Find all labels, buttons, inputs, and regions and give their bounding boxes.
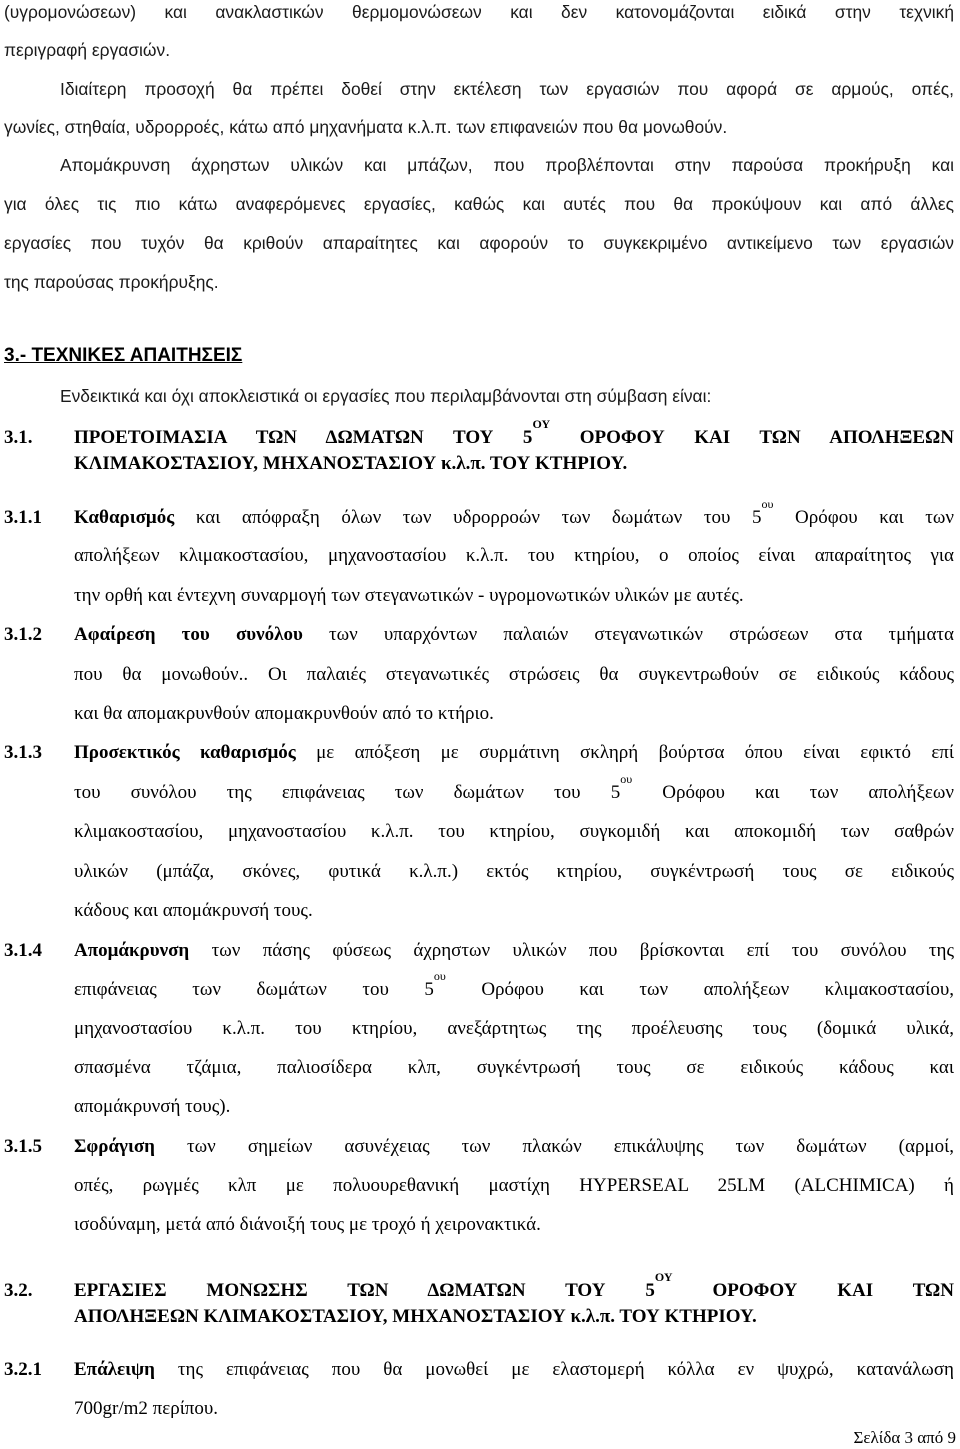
item-3-1-2-line-1: Αφαίρεση του συνόλου των υπαρχόντων παλαιών στεγανωτικών στρώσεων στα τμήματα [74,624,954,645]
intro-line-1: (υγρομονώσεων) και ανακλαστικών θερμομονώσεων και δεν κατονομάζονται ειδικά στην τεχνική [4,2,954,22]
item-3-1-1-line-2: απολήξεων κλιμακοστασίου, μηχανοστασίου κ.λ.π. του κτηρίου, ο οποίος είναι απαραίτητος για [74,545,954,566]
section-3-1-title-line-1: ΠΡΟΕΤΟΙΜΑΣΙΑ ΤΩΝ ΔΩΜΑΤΩΝ ΤΟΥ $5^{O\Upsilon}$ ΟΡΟΦΟΥ ΚΑΙ ΤΩΝ ΑΠΟΛΗΞΕΩΝ [74,417,954,448]
intro-line-8: της παρούσας προκήρυξης. [4,272,219,292]
intro-line-7: εργασίες που τυχόν θα κριθούν απαραίτητες και αφορούν το συγκεκριμένο αντικείμενο των εργασιών [4,233,954,253]
item-3-1-4-line-3: μηχανοστασίου κ.λ.π. του κτηρίου, ανεξάρτητως της προέλευσης τους (δομικά υλικά, [74,1018,954,1039]
section-3-subtitle: Ενδεικτικά και όχι αποκλειστικά οι εργασίες που περιλαμβάνονται στη σύμβαση είναι: [60,386,712,406]
item-3-1-4-line-1: Απομάκρυνση των πάσης φύσεως άχρηστων υλικών που βρίσκονται επί του συνόλου της [74,940,954,961]
item-3-1-1-line-1: Καθαρισμός και απόφραξη όλων των υδρορροών των δωμάτων του $5^{o\upsilon}$ Ορόφου και των [74,497,955,528]
intro-line-4: γωνίες, στηθαία, υδρορροές, κάτω από μηχανήματα κ.λ.π. των επιφανειών που θα μονωθούν. [4,117,728,137]
section-3-2-title-line-2: ΑΠΟΛΗΞΕΩΝ ΚΛΙΜΑΚΟΣΤΑΣΙΟΥ, ΜΗΧΑΝΟΣΤΑΣΙΟΥ κ.λ.π. ΤΟΥ ΚΤΗΡΙΟΥ. [74,1306,757,1327]
item-3-2-1-number: 3.2.1 [4,1359,42,1380]
item-3-1-4-line-5: απομάκρυνσή τους). [74,1096,231,1117]
section-3-1-title-line-2: ΚΛΙΜΑΚΟΣΤΑΣΙΟΥ, ΜΗΧΑΝΟΣΤΑΣΙΟΥ κ.λ.π. ΤΟΥ ΚΤΗΡΙΟΥ. [74,453,628,474]
item-3-1-3-number: 3.1.3 [4,742,42,763]
item-3-1-1-number: 3.1.1 [4,507,42,528]
item-3-1-2-line-3: και θα απομακρυνθούν απομακρυνθούν από το κτήριο. [74,703,494,724]
item-3-1-4-number: 3.1.4 [4,940,42,961]
item-3-1-5-line-2: οπές, ρωγμές κλπ με πολυουρεθανική μαστίχη HYPERSEAL 25LM (ALCHIMICA) ή [74,1175,954,1196]
item-3-1-4-line-4: σπασμένα τζάμια, παλιοσίδερα κλπ, συγκέντρωσή τους σε ειδικούς κάδους και [74,1057,954,1078]
section-3-1-number: 3.1. [4,427,33,448]
item-3-1-2-line-2: που θα μονωθούν.. Οι παλαιές στεγανωτικές στρώσεις θα συγκεντρωθούν σε ειδικούς κάδους [74,664,954,685]
item-3-1-3-line-2: του συνόλου της επιφάνειας των δωμάτων του $5^{o\upsilon}$ Ορόφου και των απολήξεων [74,772,954,803]
intro-line-3: Ιδιαίτερη προσοχή θα πρέπει δοθεί στην εκτέλεση των εργασιών που αφορά σε αρμούς, οπές, [60,79,954,99]
item-3-1-3-line-4: υλικών (μπάζα, σκόνες, φυτικά κ.λ.π.) εκτός κτηρίου, συγκέντρωσή τους σε ειδικούς [74,861,954,882]
item-3-1-5-number: 3.1.5 [4,1136,42,1157]
item-3-1-2-number: 3.1.2 [4,624,42,645]
intro-line-5: Απομάκρυνση άχρηστων υλικών και μπάζων, που προβλέπονται στην παρούσα προκήρυξη και [60,155,954,175]
item-3-1-4-line-2: επιφάνειας των δωμάτων του $5^{o\upsilon}$ Ορόφου και των απολήξεων κλιμακοστασίου, [74,969,954,1000]
intro-line-2: περιγραφή εργασιών. [4,40,171,60]
page-number-footer: Σελίδα 3 από 9 [853,1428,956,1447]
item-3-1-3-line-5: κάδους και απομάκρυνσή τους. [74,900,313,921]
item-3-2-1-line-2: 700gr/m2 περίπου. [74,1398,219,1419]
section-3-2-title-line-1: ΕΡΓΑΣΙΕΣ ΜΟΝΩΣΗΣ ΤΩΝ ΔΩΜΑΤΩΝ ΤΟΥ $5^{O\Upsilon}$ ΟΡΟΦΟΥ ΚΑΙ ΤΩΝ [74,1270,954,1301]
section-3-2-number: 3.2. [4,1280,33,1301]
item-3-1-3-line-3: κλιμακοστασίου, μηχανοστασίου κ.λ.π. του κτηρίου, συγκομιδή και αποκομιδή των σαθρών [74,821,954,842]
item-3-1-5-line-1: Σφράγιση των σημείων ασυνέχειας των πλακών επικάλυψης των δωμάτων (αρμοί, [74,1136,954,1157]
section-3-title: 3.- ΤΕΧΝΙΚΕΣ ΑΠΑΙΤΗΣΕΙΣ [4,345,243,366]
item-3-1-3-line-1: Προσεκτικός καθαρισμός με απόξεση με συρμάτινη σκληρή βούρτσα όπου είναι εφικτό επί [74,742,955,763]
item-3-2-1-line-1: Επάλειψη της επιφάνειας που θα μονωθεί με ελαστομερή κόλλα εν ψυχρώ, κατανάλωση [74,1359,954,1380]
item-3-1-5-line-3: ισοδύναμη, μετά από διάνοιξή τους με τροχό ή χειρονακτικά. [74,1214,541,1235]
item-3-1-1-line-3: την ορθή και έντεχνη συναρμογή των στεγανωτικών - υγρομονωτικών υλικών με αυτές. [74,585,744,606]
intro-line-6: για όλες τις πιο κάτω αναφερόμενες εργασίες, καθώς και αυτές που θα προκύψουν και από άλλες [4,194,954,214]
